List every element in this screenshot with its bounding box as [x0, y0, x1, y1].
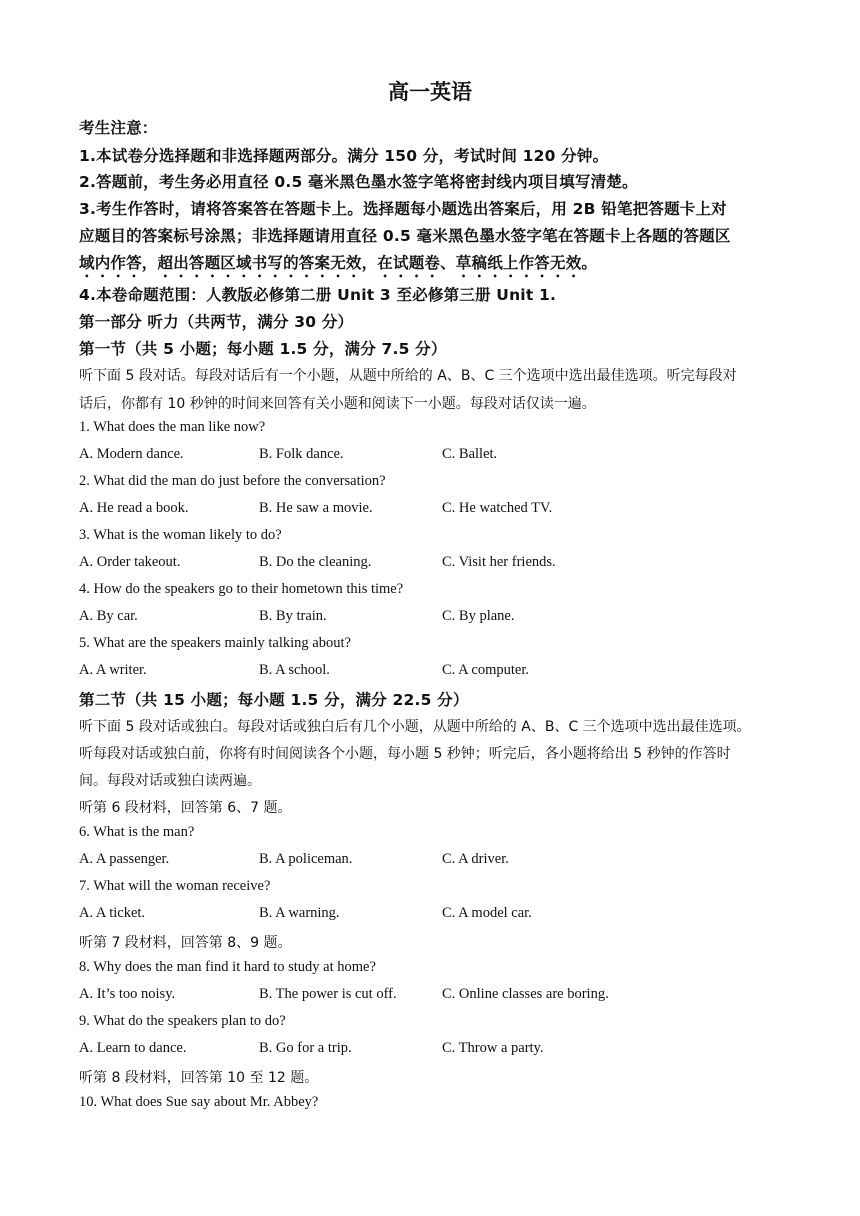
option-b: B. He saw a movie. [259, 500, 373, 516]
section1-instructions-line-2: 话后，你都有 10 秒钟的时间来回答有关小题和阅读下一小题。每段对话仅读一遍。 [79, 396, 596, 412]
material-8-note: 听第 8 段材料，回答第 10 至 12 题。 [79, 1070, 319, 1086]
question-text: 4. How do the speakers go to their hometown this time? [79, 581, 404, 597]
notice-item-3-line-3: 域内作答，超出答题区域书写的答案无效，在试题卷、草稿纸上作答无效。 [79, 254, 598, 272]
option-c: C. Ballet. [442, 446, 498, 462]
material-6-note: 听第 6 段材料，回答第 6、7 题。 [79, 800, 292, 816]
section2-instructions-line-3: 间。每段对话或独白读两遍。 [79, 773, 261, 789]
section2-heading: 第二节（共 15 小题；每小题 1.5 分，满分 22.5 分） [79, 691, 469, 709]
notice-heading: 考生注意： [79, 119, 158, 137]
option-b: B. A policeman. [259, 851, 353, 867]
section2-instructions-line-2: 听每段对话或独白前，你将有时间阅读各个小题，每小题 5 秒钟；听完后，各小题将给出 5 秒钟的作答时 [79, 746, 731, 762]
notice-item-1: 1.本试卷分选择题和非选择题两部分。满分 150 分，考试时间 120 分钟。 [79, 147, 609, 165]
question-text: 7. What will the woman receive? [79, 878, 271, 894]
option-a: A. A writer. [79, 662, 147, 678]
question-text: 8. Why does the man find it hard to study at home? [79, 959, 376, 975]
option-c: C. He watched TV. [442, 500, 553, 516]
notice-item-3-line-1: 3.考生作答时，请将答案答在答题卡上。选择题每小题选出答案后，用 2B 铅笔把答题卡上对 [79, 200, 727, 218]
option-c: C. Online classes are boring. [442, 986, 609, 1002]
option-a: A. A ticket. [79, 905, 146, 921]
option-b: B. By train. [259, 608, 327, 624]
material-7-note: 听第 7 段材料，回答第 8、9 题。 [79, 935, 292, 951]
option-b: B. Go for a trip. [259, 1040, 352, 1056]
option-b: B. A warning. [259, 905, 340, 921]
option-b: B. Folk dance. [259, 446, 344, 462]
part1-heading: 第一部分 听力（共两节，满分 30 分） [79, 313, 354, 331]
option-c: C. A driver. [442, 851, 509, 867]
question-text: 5. What are the speakers mainly talking about? [79, 635, 351, 651]
section1-heading: 第一节（共 5 小题；每小题 1.5 分，满分 7.5 分） [79, 340, 447, 358]
option-a: A. It’s too noisy. [79, 986, 176, 1002]
section2-instructions-line-1: 听下面 5 段对话或独白。每段对话或独白后有几个小题，从题中所给的 A、B、C 三个选项中选出最佳选项。 [79, 719, 751, 735]
option-c: C. Throw a party. [442, 1040, 544, 1056]
notice-item-3-line-2: 应题目的答案标号涂黑；非选择题请用直径 0.5 毫米黑色墨水签字笔在答题卡上各题的答题区 [79, 227, 731, 245]
option-c: C. By plane. [442, 608, 515, 624]
option-a: A. Order takeout. [79, 554, 181, 570]
option-b: B. A school. [259, 662, 330, 678]
question-text: 6. What is the man? [79, 824, 195, 840]
option-b: B. Do the cleaning. [259, 554, 372, 570]
notice-item-2: 2.答题前，考生务必用直径 0.5 毫米黑色墨水签字笔将密封线内项目填写清楚。 [79, 173, 638, 191]
option-a: A. A passenger. [79, 851, 170, 867]
option-c: C. A model car. [442, 905, 532, 921]
question-text: 2. What did the man do just before the conversation? [79, 473, 386, 489]
option-b: B. The power is cut off. [259, 986, 397, 1002]
option-c: C. Visit her friends. [442, 554, 556, 570]
option-a: A. He read a book. [79, 500, 189, 516]
question-text: 3. What is the woman likely to do? [79, 527, 282, 543]
option-a: A. By car. [79, 608, 138, 624]
option-c: C. A computer. [442, 662, 529, 678]
section1-instructions-line-1: 听下面 5 段对话。每段对话后有一个小题，从题中所给的 A、B、C 三个选项中选出最佳选项。听完每段对 [79, 368, 737, 384]
page-title: 高一英语 [388, 80, 472, 104]
option-a: A. Modern dance. [79, 446, 184, 462]
question-text: 10. What does Sue say about Mr. Abbey? [79, 1094, 319, 1110]
question-text: 9. What do the speakers plan to do? [79, 1013, 286, 1029]
notice-item-4: 4.本卷命题范围：人教版必修第二册 Unit 3 至必修第三册 Unit 1. [79, 286, 557, 304]
question-text: 1. What does the man like now? [79, 419, 266, 435]
option-a: A. Learn to dance. [79, 1040, 187, 1056]
